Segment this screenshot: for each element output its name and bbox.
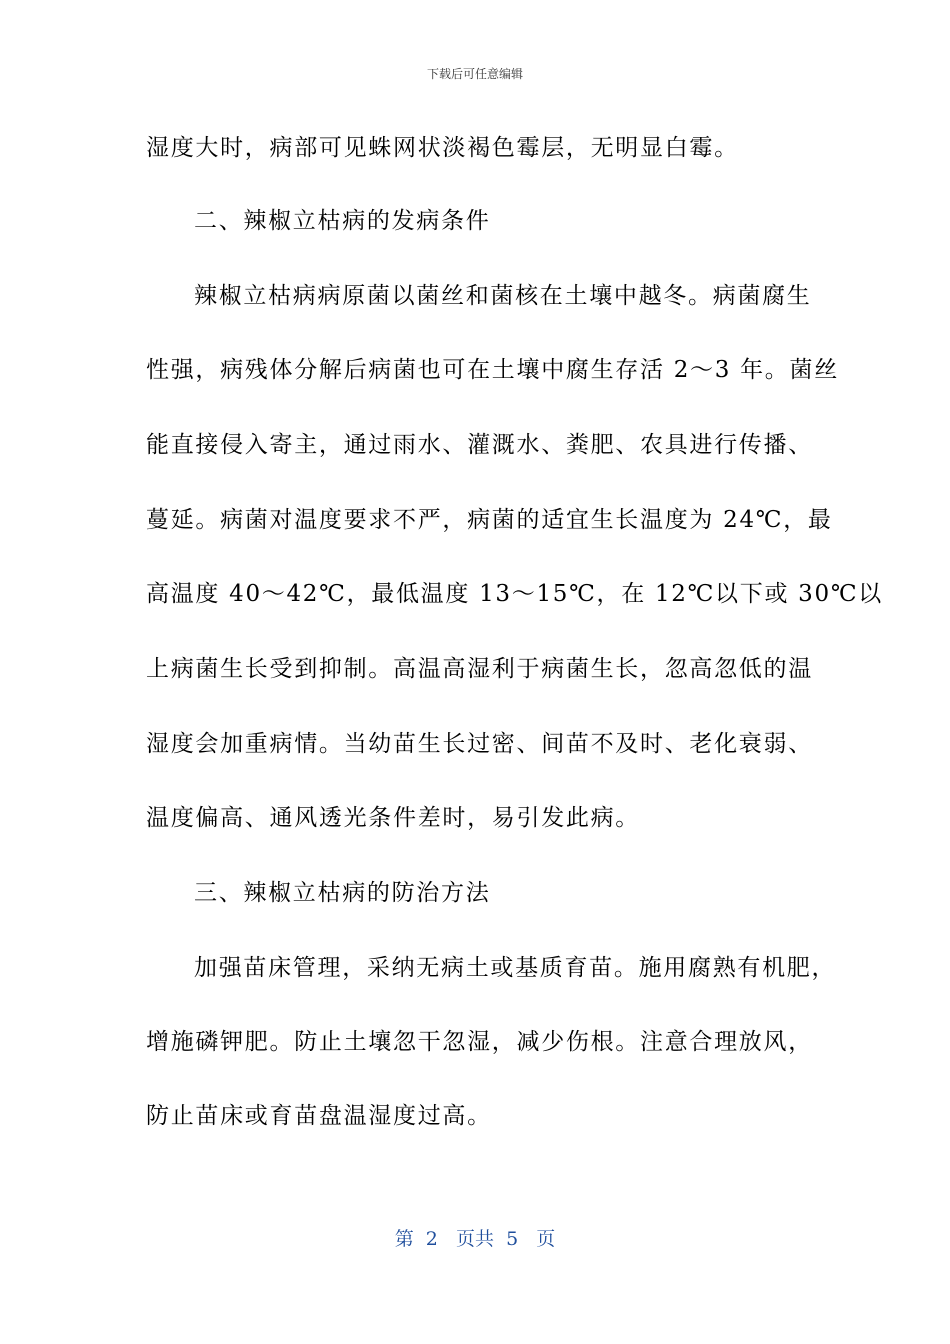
page-number-footer: 第 2 页共 5 页	[394, 1228, 556, 1250]
body-line: 加强苗床管理，采纳无病土或基质育苗。施用腐熟有机肥，	[194, 955, 837, 981]
body-line: 防止苗床或育苗盘温湿度过高。	[146, 1103, 492, 1129]
body-line: 性强，病残体分解后病菌也可在土壤中腐生存活 2～3 年。菌丝	[146, 357, 839, 383]
page-header: 下载后可任意编辑	[426, 67, 523, 81]
body-line: 湿度会加重病情。当幼苗生长过密、间苗不及时、老化衰弱、	[146, 731, 813, 757]
body-line: 蔓延。病菌对温度要求不严，病菌的适宜生长温度为 24℃，最	[146, 507, 833, 533]
body-line: 上病菌生长受到抑制。高温高湿利于病菌生长，忽高忽低的温	[146, 656, 813, 682]
section-heading: 三、辣椒立枯病的防治方法	[194, 880, 491, 906]
body-line: 高温度 40～42℃，最低温度 13～15℃，在 12℃以下或 30℃以	[146, 581, 883, 607]
body-line: 能直接侵入寄主，通过雨水、灌溉水、粪肥、农具进行传播、	[146, 432, 813, 458]
body-line: 温度偏高、通风透光条件差时，易引发此病。	[146, 805, 640, 831]
body-line: 辣椒立枯病病原菌以菌丝和菌核在土壤中越冬。病菌腐生	[194, 283, 812, 309]
body-line: 增施磷钾肥。防止土壤忽干忽湿，减少伤根。注意合理放风，	[146, 1029, 813, 1055]
section-heading: 二、辣椒立枯病的发病条件	[194, 208, 491, 234]
body-line: 湿度大时，病部可见蛛网状淡褐色霉层，无明显白霉。	[146, 135, 739, 161]
